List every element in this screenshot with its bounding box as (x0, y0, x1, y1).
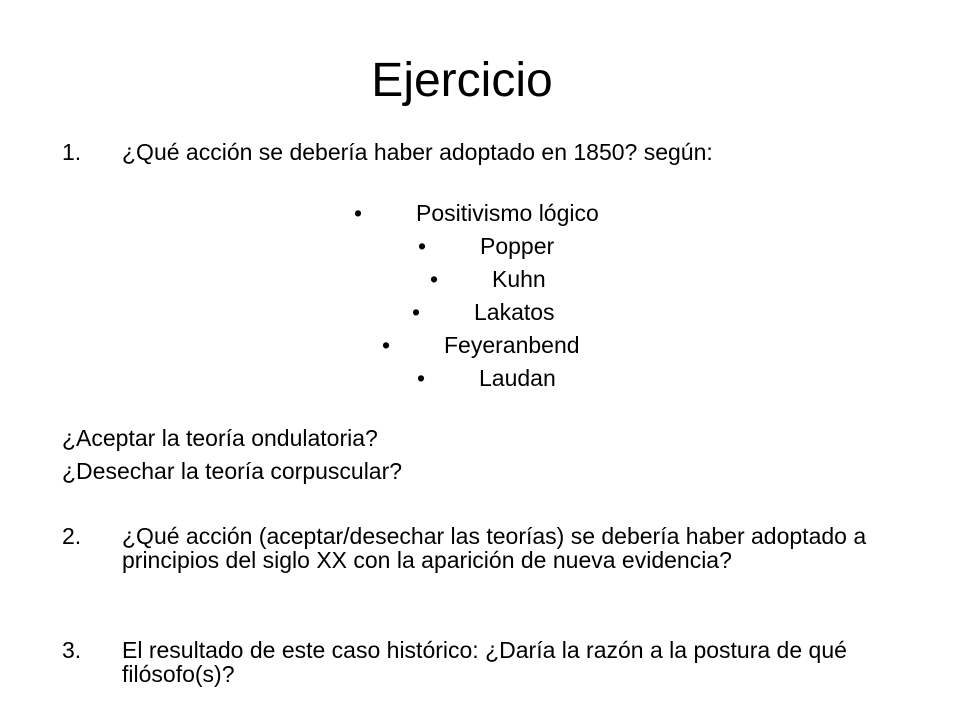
bullet-icon: • (418, 233, 427, 259)
item-text: El resultado de este caso histórico: ¿Daría la razón a la postura de qué filósofo(s)? (122, 637, 847, 687)
item-number: 3. (62, 637, 82, 663)
slide-title: Ejercicio (371, 54, 553, 107)
item-text: ¿Qué acción se debería haber adoptado en 1850? según: (122, 139, 713, 165)
bullet-icon: • (354, 200, 363, 226)
item-text: ¿Qué acción (aceptar/desechar las teorías) se debería haber adoptado a principios del siglo XX con la aparición de nueva evidencia? (122, 523, 867, 573)
list-item-label: Popper (480, 233, 555, 259)
bullet-icon: • (412, 299, 421, 325)
list-item-label: Laudan (479, 365, 556, 391)
list-item-label: Lakatos (474, 299, 555, 325)
question-corpuscular-theory: ¿Desechar la teoría corpuscular? (62, 458, 403, 484)
list-item-label: Kuhn (492, 266, 546, 292)
list-item-label: Feyeranbend (444, 332, 580, 358)
bullet-icon: • (382, 332, 391, 358)
question-wave-theory: ¿Aceptar la teoría ondulatoria? (62, 425, 378, 451)
bullet-icon: • (417, 365, 426, 391)
bullet-icon: • (430, 266, 439, 292)
list-item-label: Positivismo lógico (416, 200, 599, 226)
item-number: 2. (62, 523, 82, 549)
item-number: 1. (62, 139, 82, 165)
